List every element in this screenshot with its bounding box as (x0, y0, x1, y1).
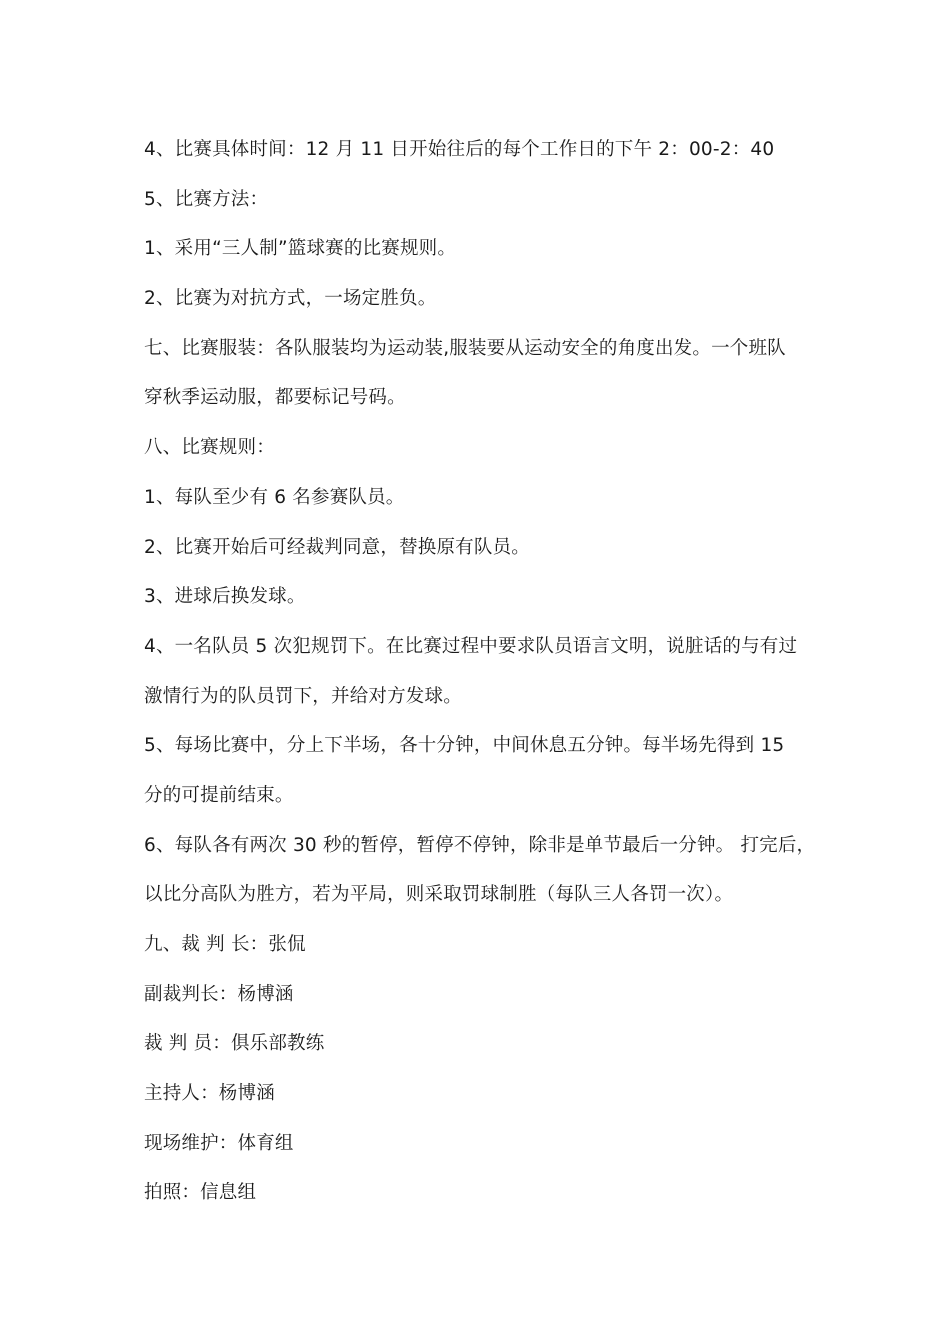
text-line-rule-1: 1、每队至少有 6 名参赛队员。 (144, 486, 405, 508)
text-line-chief-referee: 九、裁 判 长：张侃 (144, 934, 306, 955)
text-line-host: 主持人：杨博涵 (144, 1083, 275, 1105)
text-line-method-rules: 1、采用“三人制”篮球赛的比赛规则。 (144, 238, 457, 260)
text-line-rule-3: 3、进球后换发球。 (144, 586, 306, 608)
text-line-deputy-referee: 副裁判长：杨博涵 (144, 983, 294, 1005)
text-line-photography: 拍照：信息组 (144, 1182, 257, 1204)
text-line-rule-5: 5、每场比赛中，分上下半场，各十分钟，中间休息五分钟。每半场先得到 15 (144, 735, 785, 757)
text-line-site-maintenance: 现场维护：体育组 (144, 1132, 294, 1154)
text-line-uniform-cont: 穿秋季运动服，都要标记号码。 (144, 387, 406, 409)
text-line-rule-6: 6、每队各有两次 30 秒的暂停，暂停不停钟，除非是单节最后一分钟。 打完后， (144, 834, 816, 856)
text-line-rules-heading: 八、比赛规则： (144, 437, 275, 459)
text-line-match-time: 4、比赛具体时间：12 月 11 日开始往后的每个工作日的下午 2：00-2：40 (144, 139, 775, 160)
text-line-rule-4-cont: 激情行为的队员罚下，并给对方发球。 (144, 685, 462, 707)
text-line-rule-5-cont: 分的可提前结束。 (144, 784, 294, 806)
text-line-method-format: 2、比赛为对抗方式，一场定胜负。 (144, 288, 437, 310)
text-line-referees: 裁 判 员：俱乐部教练 (144, 1033, 325, 1055)
document-body (144, 132, 834, 1225)
text-line-match-method: 5、比赛方法： (144, 188, 269, 210)
text-line-rule-6-cont: 以比分高队为胜方，若为平局，则采取罚球制胜（每队三人各罚一次）。 (144, 884, 734, 906)
text-line-rule-4: 4、一名队员 5 次犯规罚下。在比赛过程中要求队员语言文明，说脏话的与有过 (144, 635, 798, 657)
text-line-rule-2: 2、比赛开始后可经裁判同意，替换原有队员。 (144, 536, 530, 558)
text-line-uniform: 七、比赛服装：各队服装均为运动装,服装要从运动安全的角度出发。一个班队 (144, 337, 786, 359)
